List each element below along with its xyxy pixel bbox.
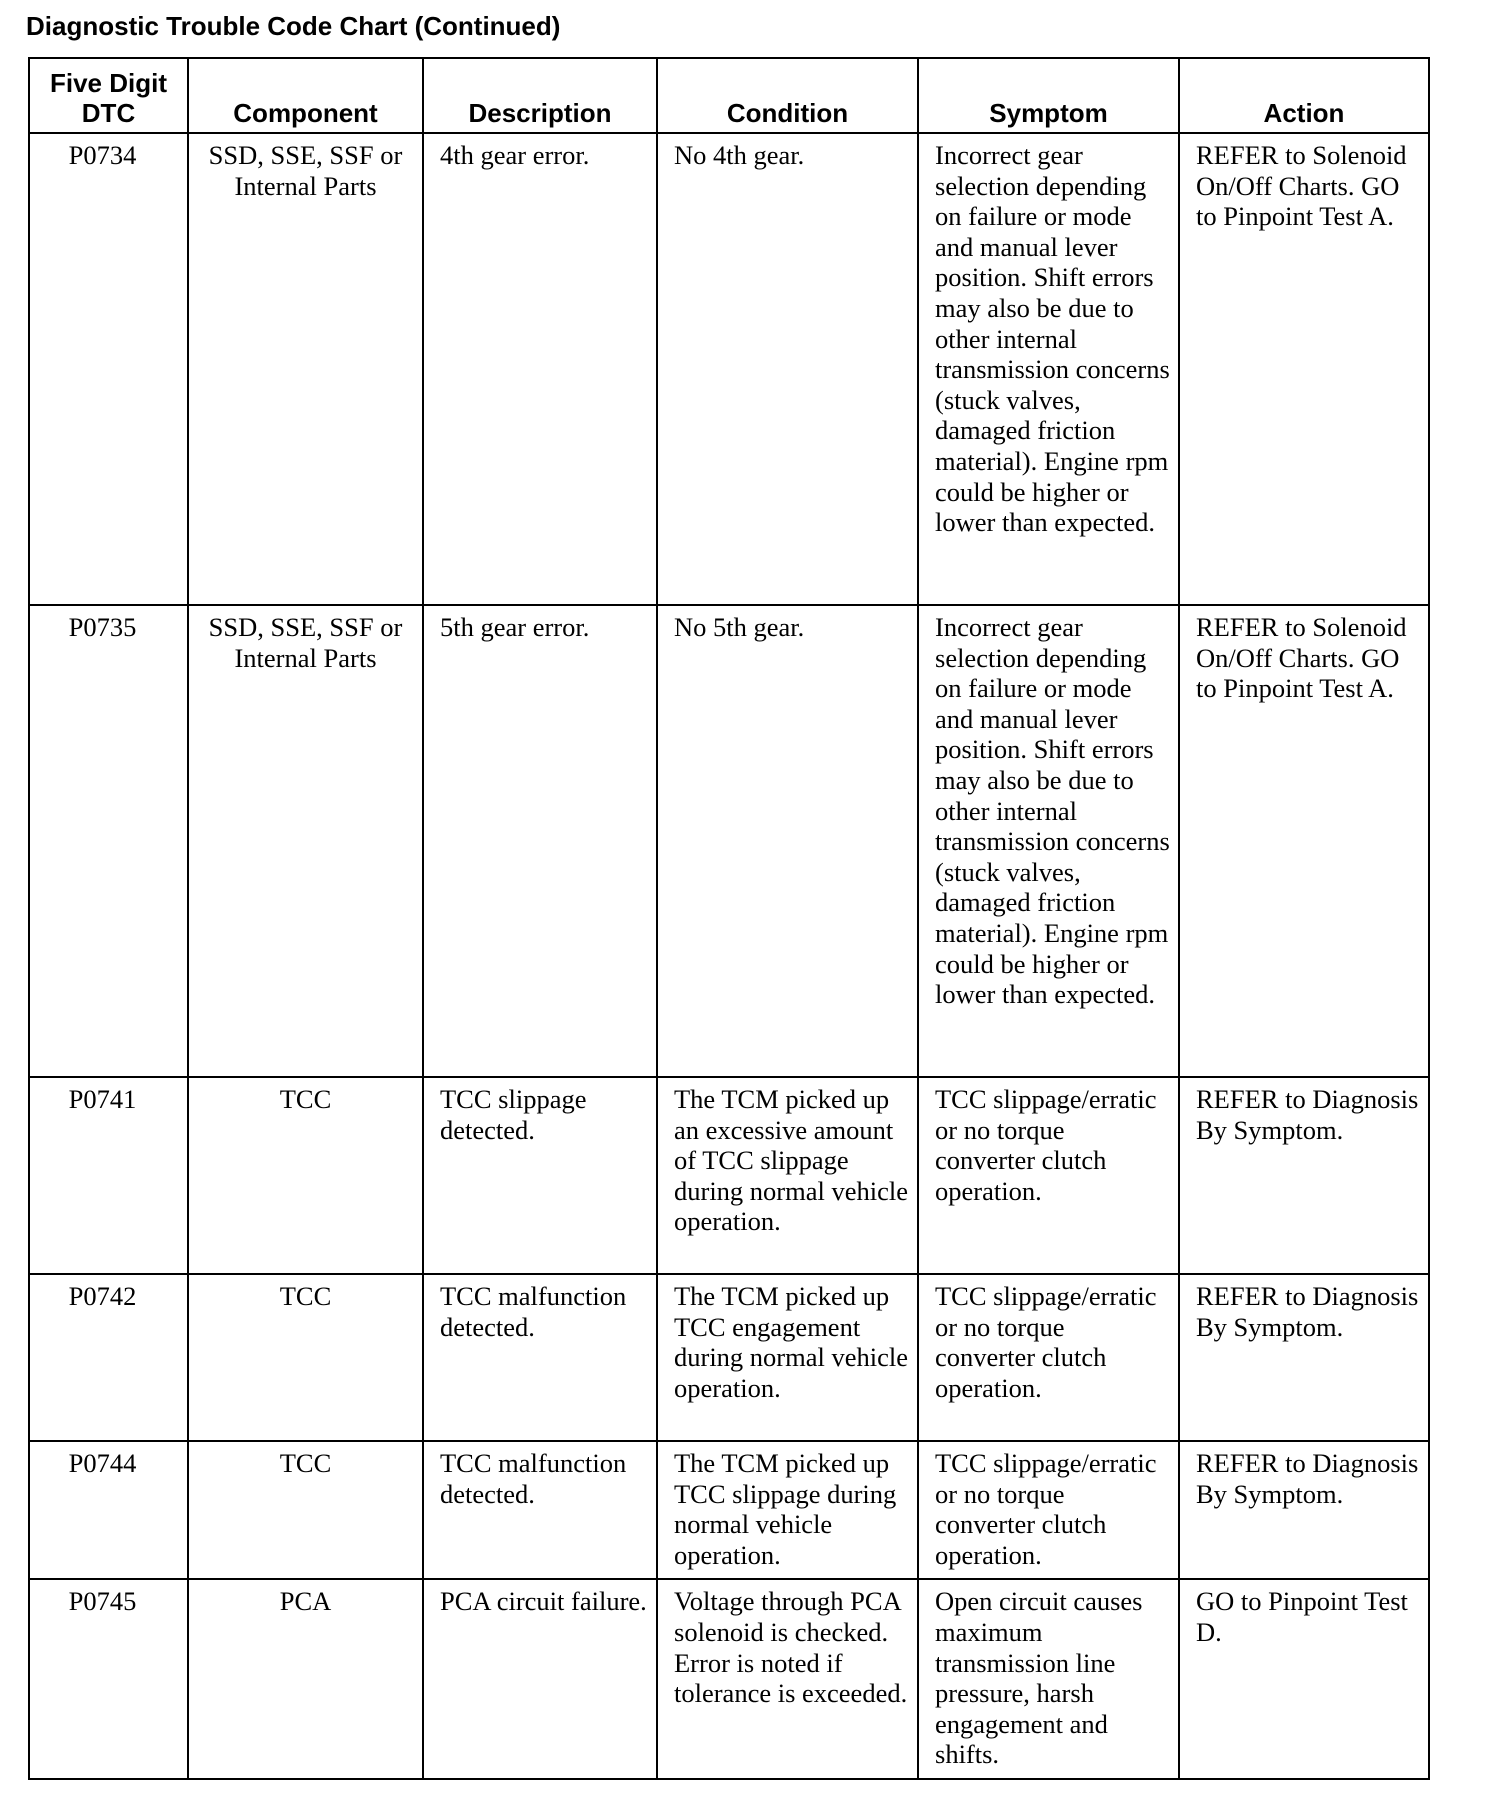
dtc-cell: P0734 xyxy=(29,133,188,605)
table-row xyxy=(29,1077,1429,1274)
description-cell: 4th gear error. xyxy=(423,133,657,605)
column-header-dtc-line1: Five Digit xyxy=(49,68,167,98)
dtc-cell: P0735 xyxy=(29,605,188,1077)
table-row xyxy=(29,133,1429,605)
dtc-cell: P0741 xyxy=(29,1077,188,1274)
description-cell: TCC malfunction detected. xyxy=(423,1441,657,1579)
dtc-chart-table xyxy=(28,57,1430,1780)
column-header-condition: Condition xyxy=(657,58,918,133)
action-cell: REFER to Diagnosis By Symptom. xyxy=(1179,1274,1429,1441)
component-cell: TCC xyxy=(188,1441,423,1579)
symptom-cell: Open circuit causes maximum transmission line pressure, harsh engagement and shifts. xyxy=(918,1579,1179,1779)
component-cell: TCC xyxy=(188,1077,423,1274)
column-header-symptom: Symptom xyxy=(918,58,1179,133)
action-cell: GO to Pinpoint Test D. xyxy=(1179,1579,1429,1779)
symptom-cell: TCC slippage/erratic or no torque converter clutch operation. xyxy=(918,1441,1179,1579)
table-header-row xyxy=(29,58,1429,133)
component-cell: TCC xyxy=(188,1274,423,1441)
action-cell: REFER to Diagnosis By Symptom. xyxy=(1179,1441,1429,1579)
column-header-dtc xyxy=(29,58,188,133)
column-header-description: Description xyxy=(423,58,657,133)
component-cell: PCA xyxy=(188,1579,423,1779)
dtc-cell: P0744 xyxy=(29,1441,188,1579)
table-row xyxy=(29,1441,1429,1579)
dtc-cell: P0742 xyxy=(29,1274,188,1441)
condition-cell: No 4th gear. xyxy=(657,133,918,605)
table-row xyxy=(29,1579,1429,1779)
condition-cell: No 5th gear. xyxy=(657,605,918,1077)
table-row xyxy=(29,605,1429,1077)
symptom-cell: Incorrect gear selection depending on failure or mode and manual lever position. Shift errors may also be due to other internal transmission concerns (stuck valves, damaged friction material). Engine rpm could be higher or lower than expected. xyxy=(918,605,1179,1077)
action-cell: REFER to Solenoid On/Off Charts. GO to Pinpoint Test A. xyxy=(1179,605,1429,1077)
column-header-action: Action xyxy=(1179,58,1429,133)
condition-cell: The TCM picked up an excessive amount of TCC slippage during normal vehicle operation. xyxy=(657,1077,918,1274)
column-header-component: Component xyxy=(188,58,423,133)
symptom-cell: TCC slippage/erratic or no torque converter clutch operation. xyxy=(918,1274,1179,1441)
symptom-cell: TCC slippage/erratic or no torque converter clutch operation. xyxy=(918,1077,1179,1274)
dtc-cell: P0745 xyxy=(29,1579,188,1779)
component-cell: SSD, SSE, SSF or Internal Parts xyxy=(188,605,423,1077)
action-cell: REFER to Diagnosis By Symptom. xyxy=(1179,1077,1429,1274)
page-title: Diagnostic Trouble Code Chart (Continued) xyxy=(26,11,561,41)
column-header-dtc-line2: DTC xyxy=(81,98,136,128)
component-cell: SSD, SSE, SSF or Internal Parts xyxy=(188,133,423,605)
condition-cell: Voltage through PCA solenoid is checked. Error is noted if tolerance is exceeded. xyxy=(657,1579,918,1779)
condition-cell: The TCM picked up TCC slippage during normal vehicle operation. xyxy=(657,1441,918,1579)
condition-cell: The TCM picked up TCC engagement during normal vehicle operation. xyxy=(657,1274,918,1441)
description-cell: PCA circuit failure. xyxy=(423,1579,657,1779)
symptom-cell: Incorrect gear selection depending on failure or mode and manual lever position. Shift errors may also be due to other internal transmission concerns (stuck valves, damaged friction material). Engine rpm could be higher or lower than expected. xyxy=(918,133,1179,605)
description-cell: TCC slippage detected. xyxy=(423,1077,657,1274)
table-row xyxy=(29,1274,1429,1441)
description-cell: TCC malfunction detected. xyxy=(423,1274,657,1441)
description-cell: 5th gear error. xyxy=(423,605,657,1077)
action-cell: REFER to Solenoid On/Off Charts. GO to Pinpoint Test A. xyxy=(1179,133,1429,605)
